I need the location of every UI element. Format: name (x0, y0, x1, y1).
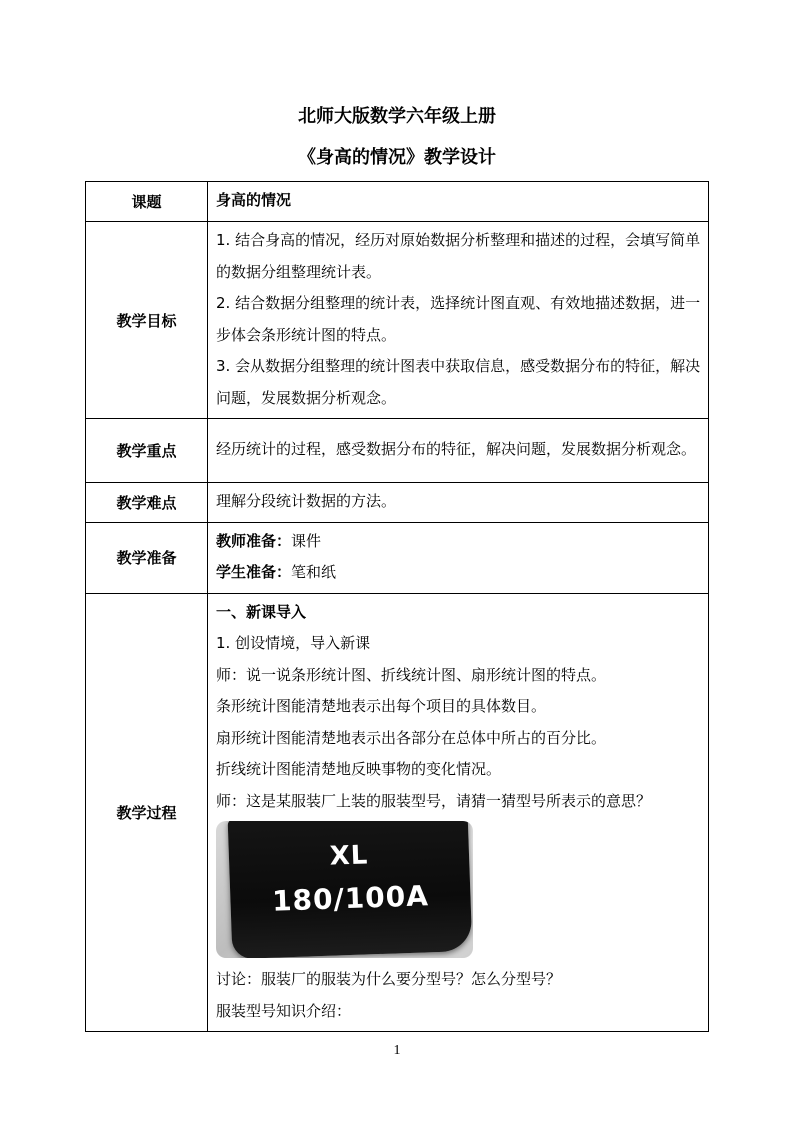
objective-item: 3. 会从数据分组整理的统计图表中获取信息，感受数据分布的特征，解决问题，发展数据分析观念。 (216, 357, 701, 407)
value-objectives (208, 222, 709, 419)
student-preparation-value: 笔和纸 (291, 563, 337, 581)
process-line: 折线统计图能清楚地反映事物的变化情况。 (216, 760, 502, 778)
process-line: 师：说一说条形统计图、折线统计图、扇形统计图的特点。 (216, 665, 607, 684)
row-preparation (86, 522, 709, 593)
label-process: 教学过程 (86, 593, 208, 1032)
document-subtitle: 《身高的情况》教学设计 (298, 147, 496, 168)
objective-item: 1. 结合身高的情况，经历对原始数据分析整理和描述的过程，会填写简单的数据分组整理统计表。 (216, 231, 701, 281)
label-objectives: 教学目标 (86, 222, 208, 419)
clothing-tag-photo (216, 821, 473, 958)
page-number: 1 (393, 1043, 401, 1058)
row-key-points (86, 419, 709, 483)
label-difficulties: 教学难点 (86, 483, 208, 523)
student-preparation-label: 学生准备： (216, 563, 292, 581)
process-line: 服装型号知识介绍： (216, 1001, 352, 1020)
process-line: 讨论：服装厂的服装为什么要分型号？怎么分型号？ (216, 970, 562, 988)
process-line: 条形统计图能清楚地表示出每个项目的具体数目。 (216, 697, 547, 715)
student-preparation (216, 557, 702, 589)
value-topic: 身高的情况 (208, 182, 709, 222)
document-title: 北师大版数学六年级上册 (298, 106, 496, 127)
objective-item: 2. 结合数据分组整理的统计表，选择统计图直观、有效地描述数据，进一步体会条形统计图的特点。 (216, 294, 701, 344)
value-key-points: 经历统计的过程，感受数据分布的特征，解决问题，发展数据分析观念。 (208, 419, 709, 483)
tag-size-text: XL (329, 840, 369, 872)
value-preparation (208, 522, 709, 593)
clothing-tag (228, 821, 473, 958)
row-objectives (86, 222, 709, 419)
teacher-preparation (216, 526, 702, 558)
row-process (86, 593, 709, 1032)
process-line: 师：这是某服装厂上装的服装型号，请猜一猜型号所表示的意思？ (216, 791, 652, 810)
process-line: 扇形统计图能清楚地表示出各部分在总体中所占的百分比。 (216, 728, 607, 747)
teacher-preparation-label: 教师准备： (216, 531, 292, 550)
value-process (208, 593, 709, 1032)
label-topic: 课题 (86, 182, 208, 222)
teacher-preparation-value: 课件 (291, 531, 322, 550)
row-topic (86, 182, 709, 222)
tag-measure-text: 180/100A (271, 879, 430, 918)
label-preparation: 教学准备 (86, 522, 208, 593)
label-key-points: 教学重点 (86, 419, 208, 483)
process-line: 1. 创设情境，导入新课 (216, 634, 371, 652)
row-difficulties (86, 483, 709, 523)
value-difficulties: 理解分段统计数据的方法。 (208, 483, 709, 523)
lesson-plan-table (85, 181, 709, 1032)
section-heading: 一、新课导入 (216, 602, 307, 621)
